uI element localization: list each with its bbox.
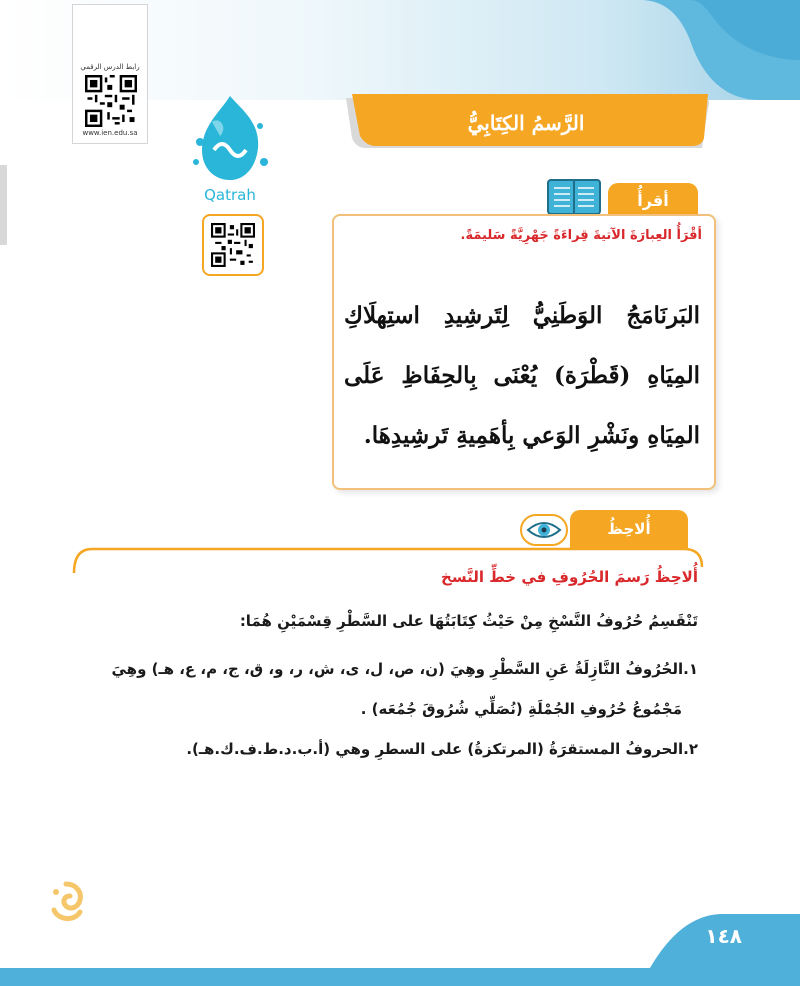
- read-instruction: أقْرَأُ العِبارَةَ الآتيةَ قِراءَةً جَهْرِيَّةً سَليمَةً.: [460, 228, 702, 243]
- read-passage-box: [332, 214, 716, 490]
- qr-url: www.ien.edu.sa: [82, 129, 138, 137]
- qr-caption: رابط الدرس الرقمي: [80, 63, 140, 71]
- observe-intro: تَنْقَسِمُ حُرُوفُ النَّسْخِ مِنْ حَيْثُ كِتَابَتُهَا على السَّطْرِ قِسْمَيْنِ هُمَا:: [239, 612, 698, 630]
- list-item-1-line-1: ١.الحُرُوفُ النَّازِلَةُ عَنِ السَّطْرِ وهِيَ (ن، ص، ل، ى، ش، ر، و، ق، ج، م، ع، هـ) وهِيَ: [111, 660, 698, 678]
- qatrah-logo-text: Qatrah: [204, 186, 256, 204]
- qatrah-logo: [190, 92, 270, 208]
- page-title: الرَّسمُ الكِتَابِيُّ: [467, 111, 585, 135]
- read-passage: البَرنَامَجُ الوَطَنِيُّ لِتَرشِيدِ استِهلَاكِ المِيَاهِ (قَطْرَة) يُعْنَى بِالحِفَاظِ عَلَى المِيَاهِ ونَشْرِ الوَعي بِأهَمِيةِ تَرشِيدِهَا.: [344, 302, 700, 449]
- page-number: ١٤٨: [705, 924, 742, 948]
- list-item-1-line-2: مَجْمُوعُ حُرُوفِ الجُمْلَةِ (نُصَلِّي شُرُوقَ جُمُعَه) .: [360, 700, 682, 718]
- observe-tab-label: أُلاحِظُ: [570, 510, 688, 548]
- qatrah-qr-frame[interactable]: [202, 214, 264, 276]
- read-tab-label: أقرأُ: [608, 183, 698, 217]
- observe-heading: أُلاحِظُ رَسمَ الحُرُوفِ في خطِّ النَّسخ: [441, 568, 698, 586]
- open-book-icon: [546, 178, 602, 216]
- eye-icon: [520, 514, 568, 546]
- bottom-decorative-band: [0, 906, 800, 986]
- side-tab-marker: [0, 165, 7, 245]
- qatrah-qr-code-icon[interactable]: [211, 223, 255, 267]
- list-item-2: ٢.الحروفُ المستقرَةُ (المرتكزةُ) على السطرِ وهي (أ.ب.د.ط.ف.ك.هـ).: [186, 740, 698, 758]
- qr-code-icon[interactable]: [85, 75, 137, 127]
- digital-lesson-qr-card[interactable]: [72, 4, 148, 144]
